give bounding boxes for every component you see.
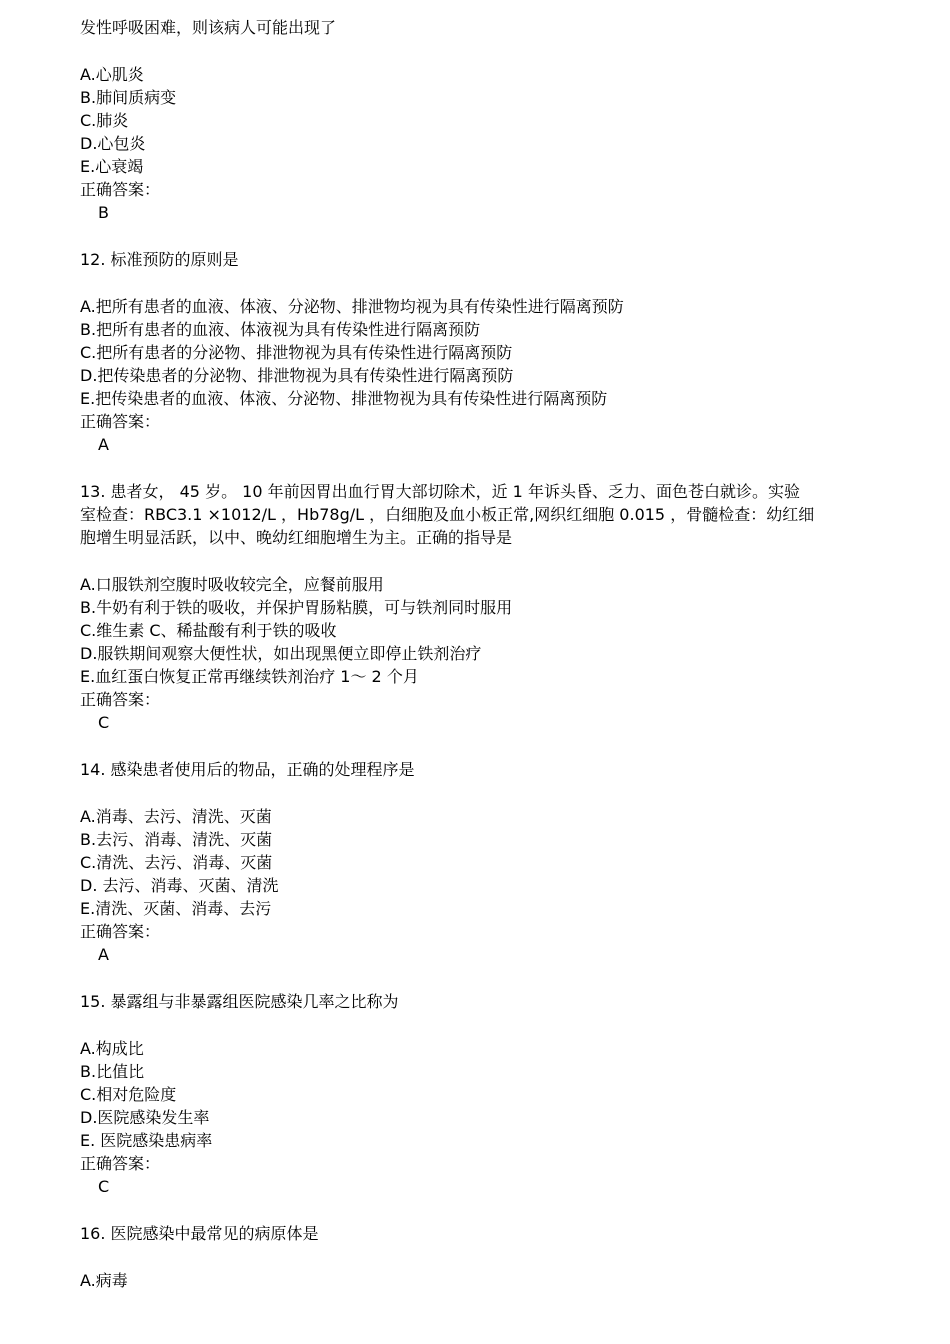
spacer — [80, 39, 880, 63]
answer-label: 正确答案： — [80, 922, 161, 941]
question-text-line-3: 胞增生明显活跃，以中、晚幼红细胞增生为主。正确的指导是 — [80, 528, 513, 547]
option-c: C.维生素 C、稀盐酸有利于铁的吸收 — [80, 621, 337, 640]
spacer — [80, 224, 880, 248]
question-13 — [80, 480, 880, 734]
option-a: A.口服铁剂空腹时吸收较完全，应餐前服用 — [80, 575, 384, 594]
spacer — [80, 456, 880, 480]
answer-value: A — [98, 435, 109, 454]
question-text-line-2: 室检查：RBC3.1 ×1012/L ，Hb78g/L ，白细胞及血小板正常,网织红细胞 0.015 ，骨髓检查：幼红细 — [80, 505, 815, 524]
option-d: D.医院感染发生率 — [80, 1108, 210, 1127]
question-text: 12. 标准预防的原则是 — [80, 250, 239, 269]
question-11 — [80, 16, 880, 224]
option-e: E.清洗、灭菌、消毒、去污 — [80, 899, 272, 918]
option-e: E. 医院感染患病率 — [80, 1131, 213, 1150]
question-text: 14. 感染患者使用后的物品，正确的处理程序是 — [80, 760, 415, 779]
option-c: C.相对危险度 — [80, 1085, 177, 1104]
question-14 — [80, 758, 880, 966]
option-b: B.把所有患者的血液、体液视为具有传染性进行隔离预防 — [80, 320, 481, 339]
question-text: 发性呼吸困难，则该病人可能出现了 — [80, 18, 337, 37]
spacer — [80, 734, 880, 758]
option-c: C.清洗、去污、消毒、灭菌 — [80, 853, 273, 872]
answer-label: 正确答案： — [80, 412, 161, 431]
spacer — [80, 1013, 880, 1037]
option-e: E.把传染患者的血液、体液、分泌物、排泄物视为具有传染性进行隔离预防 — [80, 389, 608, 408]
option-d: D.服铁期间观察大便性状，如出现黑便立即停止铁剂治疗 — [80, 644, 482, 663]
option-a: A.把所有患者的血液、体液、分泌物、排泄物均视为具有传染性进行隔离预防 — [80, 297, 624, 316]
answer-label: 正确答案： — [80, 180, 161, 199]
option-a: A.消毒、去污、清洗、灭菌 — [80, 807, 272, 826]
option-e: E.血红蛋白恢复正常再继续铁剂治疗 1～ 2 个月 — [80, 667, 419, 686]
spacer — [80, 1198, 880, 1222]
document-page — [80, 16, 880, 1292]
question-text: 15. 暴露组与非暴露组医院感染几率之比称为 — [80, 992, 399, 1011]
option-a: A.构成比 — [80, 1039, 144, 1058]
spacer — [80, 271, 880, 295]
question-16 — [80, 1222, 880, 1292]
spacer — [80, 966, 880, 990]
question-text: 16. 医院感染中最常见的病原体是 — [80, 1224, 319, 1243]
option-b: B.去污、消毒、清洗、灭菌 — [80, 830, 273, 849]
answer-value: C — [98, 713, 110, 732]
option-d: D.心包炎 — [80, 134, 146, 153]
spacer — [80, 781, 880, 805]
question-12 — [80, 248, 880, 456]
question-text-line-1: 13. 患者女， 45 岁。 10 年前因胃出血行胃大部切除术，近 1 年诉头昏、乏力、面色苍白就诊。实验 — [80, 482, 800, 501]
option-d: D. 去污、消毒、灭菌、清洗 — [80, 876, 279, 895]
question-15 — [80, 990, 880, 1198]
option-c: C.把所有患者的分泌物、排泄物视为具有传染性进行隔离预防 — [80, 343, 513, 362]
option-a: A.病毒 — [80, 1271, 128, 1290]
answer-value: B — [98, 203, 109, 222]
answer-value: A — [98, 945, 109, 964]
option-d: D.把传染患者的分泌物、排泄物视为具有传染性进行隔离预防 — [80, 366, 514, 385]
spacer — [80, 549, 880, 573]
answer-label: 正确答案： — [80, 1154, 161, 1173]
option-b: B.肺间质病变 — [80, 88, 177, 107]
answer-value: C — [98, 1177, 110, 1196]
option-c: C.肺炎 — [80, 111, 129, 130]
answer-label: 正确答案： — [80, 690, 161, 709]
option-e: E.心衰竭 — [80, 157, 144, 176]
spacer — [80, 1245, 880, 1269]
option-a: A.心肌炎 — [80, 65, 144, 84]
option-b: B.比值比 — [80, 1062, 145, 1081]
option-b: B.牛奶有利于铁的吸收，并保护胃肠粘膜，可与铁剂同时服用 — [80, 598, 513, 617]
